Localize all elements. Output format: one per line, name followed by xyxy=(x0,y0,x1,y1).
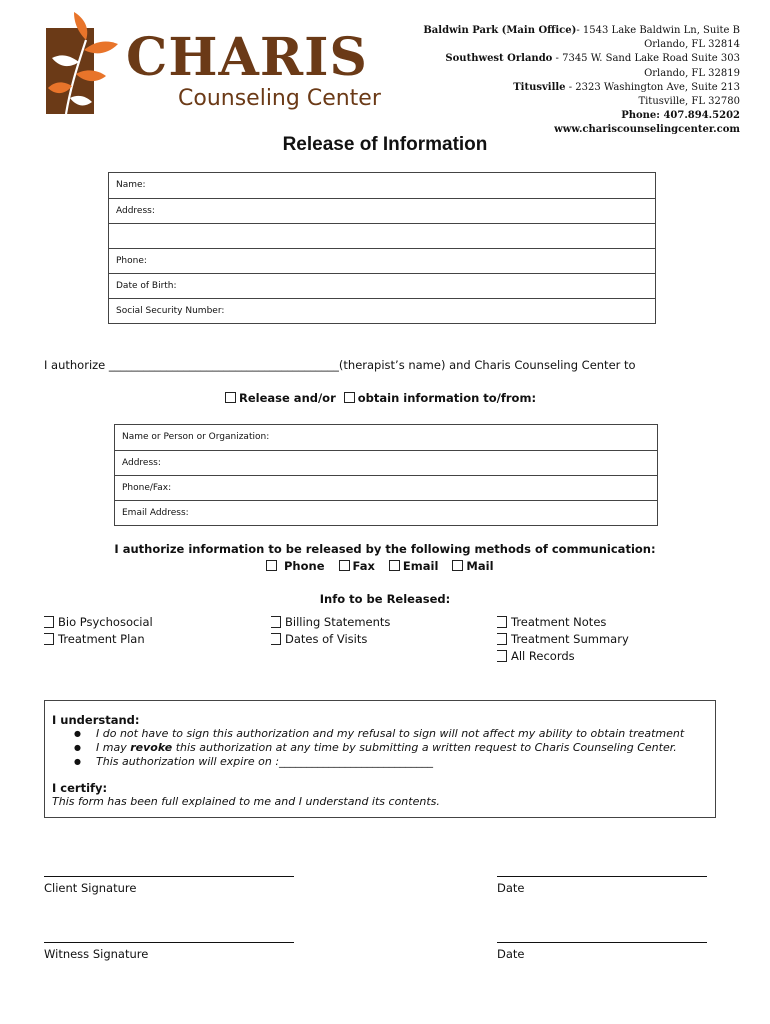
understand-list xyxy=(52,727,707,769)
page-title: Release of Information xyxy=(282,134,488,155)
dates-of-visits-checkbox[interactable] xyxy=(271,633,281,645)
understand-item-3: ● This authorization will expire on :____________________________ xyxy=(96,755,707,769)
client-info-table xyxy=(108,172,656,324)
all-records-checkbox[interactable] xyxy=(497,650,507,662)
treatment-plan-label: Treatment Plan xyxy=(58,632,145,646)
treatment-plan-option[interactable] xyxy=(44,632,145,646)
recipient-phone-field[interactable]: Phone/Fax: xyxy=(115,475,657,500)
mail-option-label: Mail xyxy=(466,559,494,573)
understand-heading: I understand: xyxy=(52,713,140,727)
client-date-line[interactable] xyxy=(497,876,707,877)
client-date-label: Date xyxy=(497,881,525,895)
release-label: Release and/or xyxy=(239,391,336,405)
client-ssn-field[interactable]: Social Security Number: xyxy=(109,298,655,323)
witness-signature-line[interactable] xyxy=(44,942,294,943)
authorize-statement: I authorize ________________________________________(therapist’s name) and Charis Counseling Center to xyxy=(44,358,636,372)
understand-item-2-pre: I may xyxy=(96,741,131,754)
treatment-summary-label: Treatment Summary xyxy=(511,632,629,646)
office-website: www.chariscounselingcenter.com xyxy=(554,124,740,136)
bio-psychosocial-label: Bio Psychosocial xyxy=(58,615,153,629)
methods-options xyxy=(266,559,494,573)
client-signature-label: Client Signature xyxy=(44,881,137,895)
office-1-city: Orlando, FL 32814 xyxy=(644,39,740,51)
all-records-option[interactable] xyxy=(497,649,575,663)
company-logo xyxy=(46,10,386,115)
office-2-name: Southwest Orlando xyxy=(445,53,553,65)
office-1-name: Baldwin Park (Main Office) xyxy=(423,25,577,36)
email-checkbox[interactable] xyxy=(389,560,400,571)
client-phone-field[interactable]: Phone: xyxy=(109,248,655,273)
mail-checkbox[interactable] xyxy=(452,560,463,571)
recipient-name-field[interactable]: Name or Person or Organization: xyxy=(122,432,270,442)
fax-option-label: Fax xyxy=(352,559,375,573)
methods-heading: I authorize information to be released by the following methods of communication: xyxy=(114,542,656,556)
understand-item-1: ● I do not have to sign this authorization and my refusal to sign will not affect my ability to obtain treatment xyxy=(96,727,707,741)
dates-of-visits-label: Dates of Visits xyxy=(285,632,368,646)
office-addresses xyxy=(410,24,740,138)
phone-checkbox[interactable] xyxy=(266,560,277,571)
client-signature-line[interactable] xyxy=(44,876,294,877)
treatment-summary-option[interactable] xyxy=(497,632,629,646)
office-3-street: - 2323 Washington Ave, Suite 213 xyxy=(565,81,740,93)
office-3-name: Titusville xyxy=(513,81,566,93)
understand-item-2-post: this authorization at any time by submitting a written request to Charis Counseling Center. xyxy=(172,741,677,754)
release-obtain-row xyxy=(225,391,536,405)
understand-box xyxy=(44,700,716,818)
recipient-address-field[interactable]: Address: xyxy=(115,450,657,475)
witness-date-label: Date xyxy=(497,947,525,961)
info-released-heading: Info to be Released: xyxy=(319,592,451,606)
billing-statements-option[interactable] xyxy=(271,615,390,629)
office-3-city: Titusville, FL 32780 xyxy=(638,96,740,108)
office-1-street: - 1543 Lake Baldwin Ln, Suite B xyxy=(576,25,740,36)
client-dob-field[interactable]: Date of Birth: xyxy=(109,273,655,298)
certify-heading: I certify: xyxy=(52,781,108,795)
certify-text: This form has been full explained to me and I understand its contents. xyxy=(52,795,440,808)
client-address-field[interactable]: Address: xyxy=(109,198,655,223)
bio-psychosocial-option[interactable] xyxy=(44,615,153,629)
treatment-notes-label: Treatment Notes xyxy=(511,615,607,629)
client-address-field-2[interactable] xyxy=(109,223,655,248)
client-name-field[interactable]: Name: xyxy=(116,180,146,190)
leaf-icon xyxy=(46,10,126,120)
treatment-notes-option[interactable] xyxy=(497,615,606,629)
logo-subtitle: Counseling Center xyxy=(178,86,381,111)
understand-item-2 xyxy=(96,741,707,755)
release-checkbox[interactable] xyxy=(225,392,236,403)
dates-of-visits-option[interactable] xyxy=(271,632,367,646)
treatment-plan-checkbox[interactable] xyxy=(44,633,54,645)
recipient-info-table xyxy=(114,424,658,526)
obtain-label: obtain information to/from: xyxy=(357,391,537,405)
office-phone: Phone: 407.894.5202 xyxy=(621,110,740,122)
recipient-email-field[interactable]: Email Address: xyxy=(115,500,657,525)
witness-signature-label: Witness Signature xyxy=(44,947,149,961)
treatment-summary-checkbox[interactable] xyxy=(497,633,507,645)
office-2-city: Orlando, FL 32819 xyxy=(644,67,740,79)
understand-item-2-bold: revoke xyxy=(130,741,173,754)
witness-date-line[interactable] xyxy=(497,942,707,943)
office-2-street: - 7345 W. Sand Lake Road Suite 303 xyxy=(552,53,740,65)
billing-statements-checkbox[interactable] xyxy=(271,616,281,628)
billing-statements-label: Billing Statements xyxy=(285,615,391,629)
email-option-label: Email xyxy=(402,559,439,573)
all-records-label: All Records xyxy=(511,649,575,663)
fax-checkbox[interactable] xyxy=(339,560,350,571)
phone-option-label: Phone xyxy=(284,559,325,573)
obtain-checkbox[interactable] xyxy=(344,392,355,403)
bio-psychosocial-checkbox[interactable] xyxy=(44,616,54,628)
treatment-notes-checkbox[interactable] xyxy=(497,616,507,628)
logo-brand: CHARIS xyxy=(126,27,368,88)
